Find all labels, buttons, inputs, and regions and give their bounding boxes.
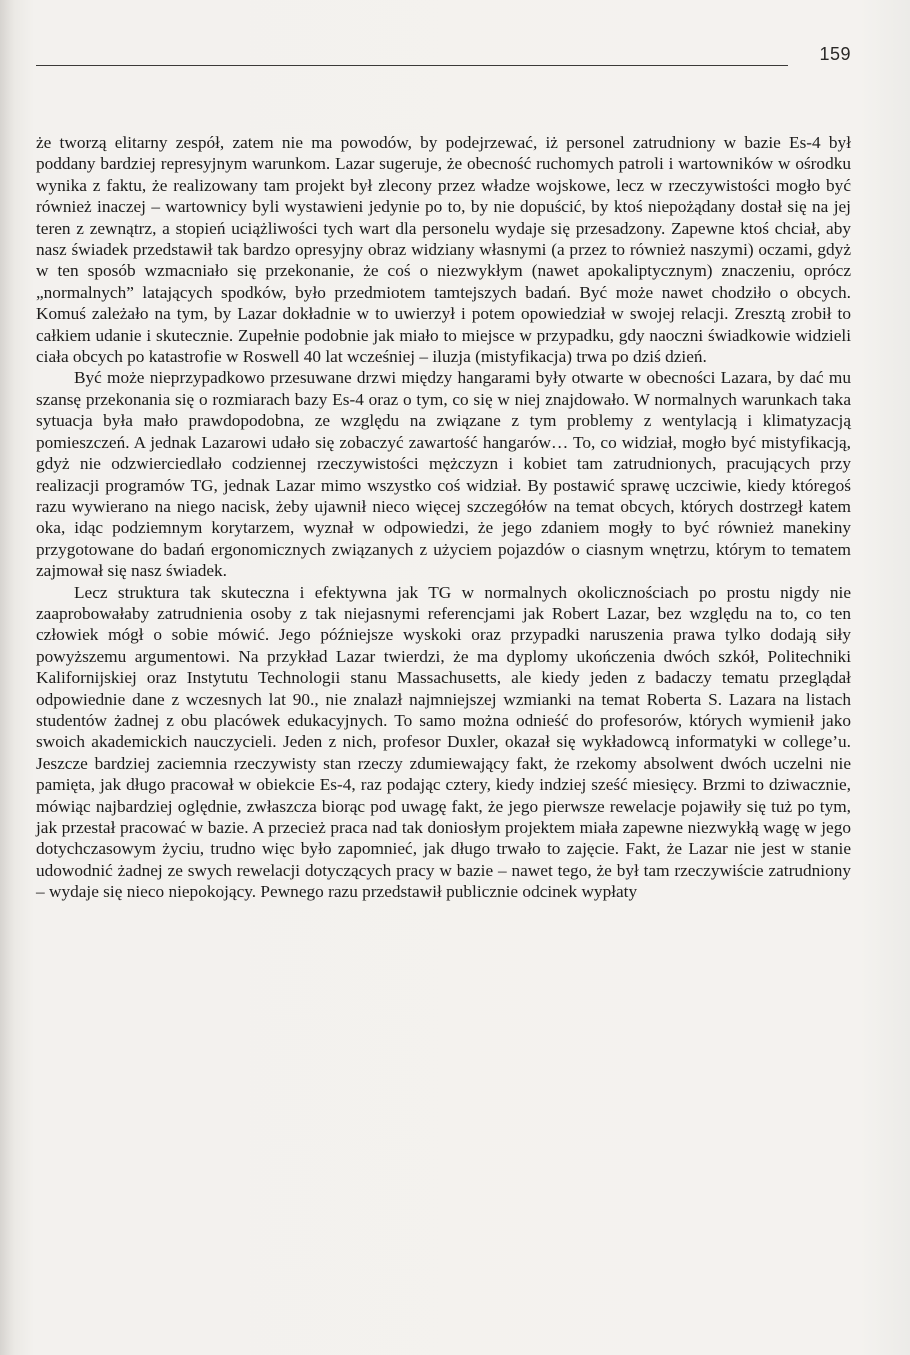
page-header (36, 40, 851, 70)
page-number: 159 (819, 44, 851, 64)
header-rule (36, 65, 788, 66)
body-text (36, 132, 851, 903)
paragraph: że tworzą elitarny zespół, zatem nie ma powodów, by podejrzewać, iż personel zatrudniony w bazie Es-4 był poddany bardziej represyjnym warunkom. Lazar sugeruje, że obecność ruchomych patroli i wartowników w ośrodku wynika z faktu, że realizowany tam projekt był zlecony przez władze wojskowe, lecz w rzeczywistości mogło być również inaczej – wartownicy byli wystawieni jedynie po to, by nie dopuścić, by ktoś niepożądany dostał się na jej teren z zewnątrz, a stopień uciążliwości tych wart dla personelu wydaje się przesadzony. Zapewne ktoś chciał, aby nasz świadek przedstawił tak bardzo opresyjny obraz widziany własnymi (a przez to również naszymi) oczami, gdyż w ten sposób wzmacniało się przekonanie, że coś o niezwykłym (nawet apokaliptycznym) znaczeniu, oprócz „normalnych” latających spodków, było przedmiotem tamtejszych badań. Być może nawet chodziło o obcych. Komuś zależało na tym, by Lazar dokładnie w to uwierzył i potem opowiedział w swojej relacji. Zresztą zrobił to całkiem udanie i skutecznie. Zupełnie podobnie jak miało to miejsce w przypadku, gdy naoczni świadkowie widzieli ciała obcych po katastrofie w Roswell 40 lat wcześniej – iluzja (mistyfikacja) trwa po dziś dzień. (36, 133, 851, 367)
paragraph: Lecz struktura tak skuteczna i efektywna jak TG w normalnych okolicznościach po prostu nigdy nie zaaprobowałaby zatrudnienia osoby z tak niejasnymi referencjami jak Robert Lazar, bez względu na to, co ten człowiek mógł o sobie mówić. Jego późniejsze wyskoki oraz przypadki naruszenia prawa tylko dodają siły powyższemu argumentowi. Na przykład Lazar twierdzi, że ma dyplomy ukończenia dwóch szkół, Politechniki Kalifornijskiej oraz Instytutu Technologii stanu Massachusetts, ale kiedy jeden z badaczy tematu przeglądał odpowiednie dane z wczesnych lat 90., nie znalazł najmniejszej wzmianki na temat Roberta S. Lazara na listach studentów żadnej z obu placówek edukacyjnych. To samo można odnieść do profesorów, których wymienił jako swoich akademickich nauczycieli. Jeden z nich, profesor Duxler, okazał się wykładowcą informatyki w college’u. Jeszcze bardziej zaciemnia rzeczywisty stan rzeczy zdumiewający fakt, że rzekomy absolwent dwóch uczelni nie pamięta, jak długo pracował w obiekcie Es-4, raz podając cztery, kiedy indziej sześć miesięcy. Brzmi to dziwacznie, mówiąc najbardziej oględnie, zwłaszcza biorąc pod uwagę fakt, że jego pierwsze rewelacje pojawiły się tuż po tym, jak przestał pracować w bazie. A przecież praca nad tak doniosłym projektem miała zapewne niezwykłą wagę w jego dotychczasowym życiu, trudno więc było zapomnieć, jak długo trwało to zajęcie. Fakt, że Lazar nie jest w stanie udowodnić żadnej ze swych rewelacji dotyczących pracy w bazie – nawet tego, że był tam rzeczywiście zatrudniony – wydaje się nieco niepokojący. Pewnego razu przedstawił publicznie odcinek wypłaty (36, 582, 851, 902)
paragraph: Być może nieprzypadkowo przesuwane drzwi między hangarami były otwarte w obecności Lazara, by dać mu szansę przekonania się o rozmiarach bazy Es-4 oraz o tym, co się w niej znajdowało. W normalnych warunkach taka sytuacja była mało prawdopodobna, ze względu na związane z tym problemy z wentylacją i klimatyzacją pomieszczeń. A jednak Lazarowi udało się zobaczyć zawartość hangarów… To, co widział, mogło być mistyfikacją, gdyż nie odzwierciedlało codziennej rzeczywistości mężczyzn i kobiet tam zatrudnionych, pracujących przy realizacji programów TG, jednak Lazar mimo wszystko coś widział. By postawić sprawę uczciwie, kiedy któregoś razu wywierano na niego nacisk, żeby ujawnił nieco więcej szczegółów na temat obcych, których dostrzegł katem oka, idąc podziemnym korytarzem, wyznał w odpowiedzi, że jego zdaniem mogły to być również manekiny przygotowane do badań ergonomicznych związanych z użyciem pojazdów o ciasnym wnętrzu, którym to tematem zajmował się nasz świadek. (36, 368, 851, 581)
